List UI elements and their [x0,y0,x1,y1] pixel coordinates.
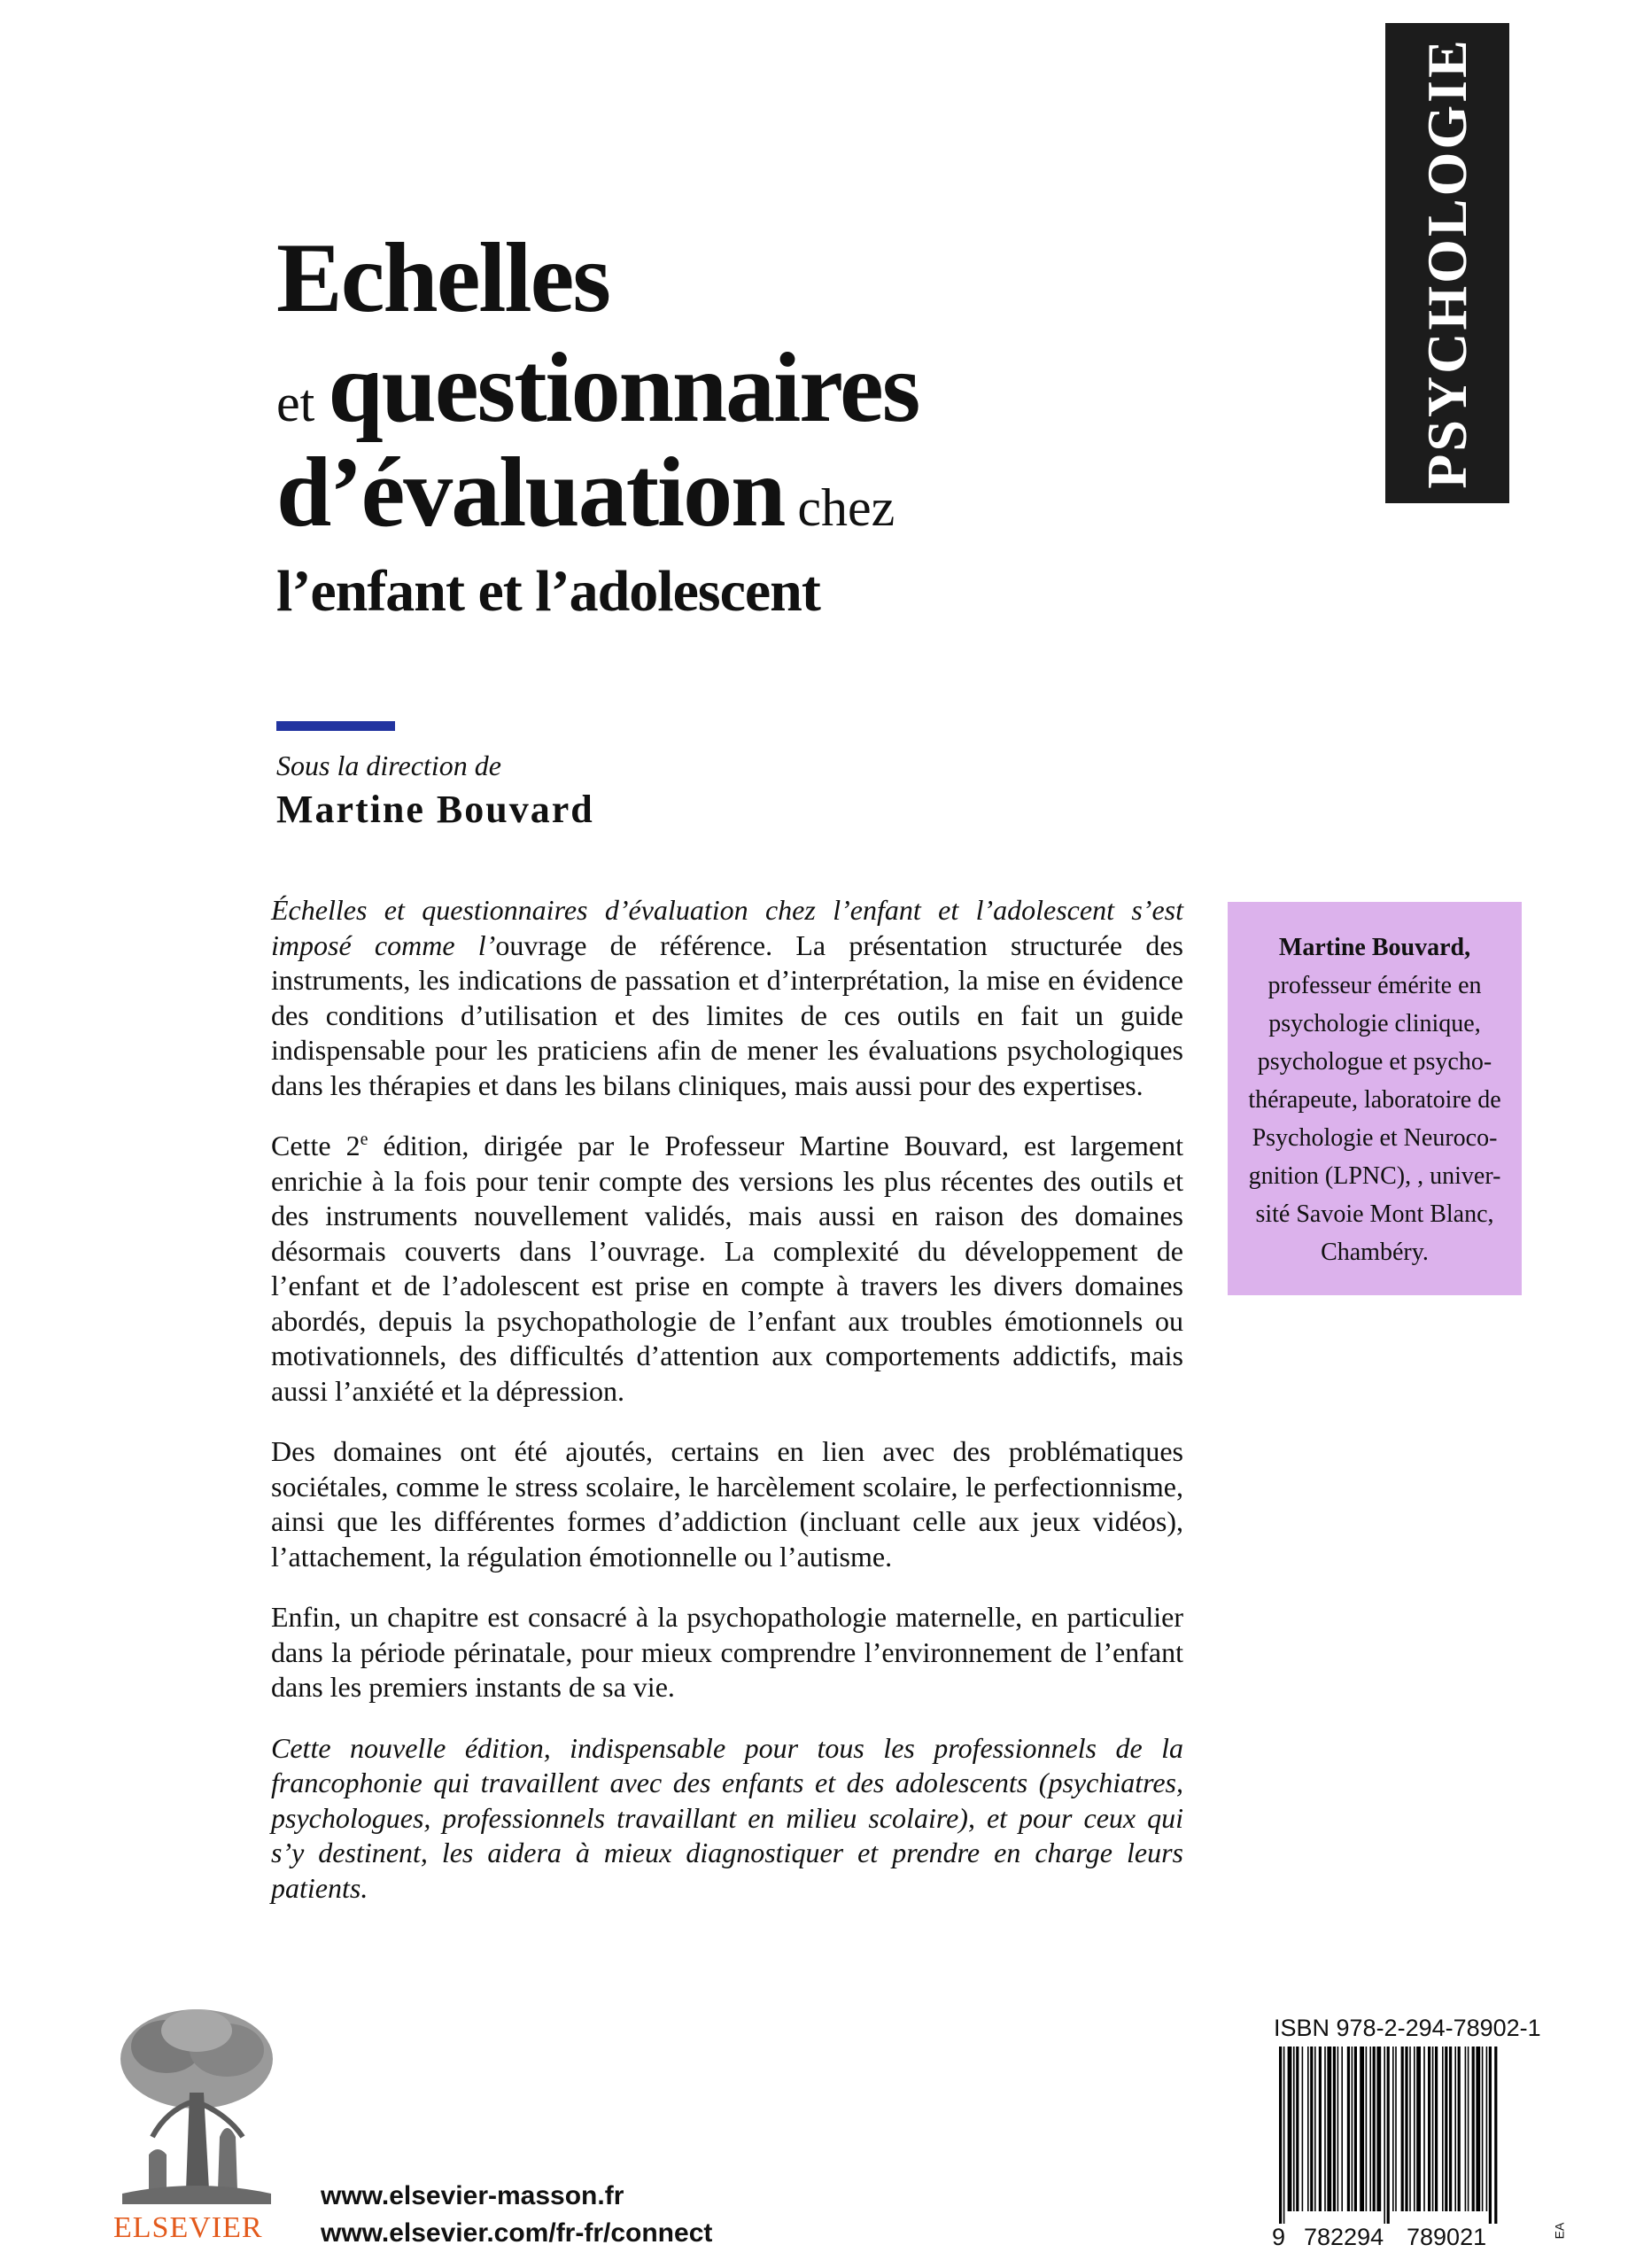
isbn-label: ISBN 978-2-294-78902-1 [1274,2015,1541,2041]
barcode-digit-group-left: 782294 [1304,2224,1384,2250]
author-bio-name: Martine Bouvard, [1278,934,1471,961]
author-bio-line: Chambéry. [1321,1239,1429,1266]
barcode-bar [1310,2047,1313,2211]
paragraph-5: Cette nouvelle édition, indispensable pour tous les professionnels de la francophonie qui travaillent avec des enfants et des adolescents (psychiatres, psychologues, professionnels travaillant en milieu scolaire), et pour ceux qui s’y destinent, les aidera à mieux diagnostiquer et prendre en charge leurs patients. [271,1731,1183,1904]
edition-mark-wrap [1548,2220,1570,2241]
barcode-bar [1324,2047,1326,2211]
barcode-bar [1341,2047,1343,2211]
author-bio-line: sité Savoie Mont Blanc, [1255,1200,1494,1228]
edition-mark: EA [1552,2222,1566,2240]
barcode-bar [1458,2047,1461,2211]
barcode-bar [1354,2047,1357,2211]
barcode-bar [1409,2047,1411,2211]
barcode-bar [1468,2047,1469,2211]
barcode-bar [1494,2047,1497,2224]
author-bio-line: psychologie clinique, [1268,1010,1481,1037]
barcode-bar [1449,2047,1452,2211]
barcode-bar [1482,2047,1484,2211]
barcode-bar [1428,2047,1430,2211]
barcode-bar [1347,2047,1350,2211]
direction-label: Sous la direction de [276,750,501,781]
author-bio-line: thérapeute, laboratoire de [1248,1086,1501,1114]
barcode-bar [1465,2047,1467,2211]
barcode-icon [1274,2047,1499,2224]
author-bio-line: psychologue et psycho- [1257,1048,1492,1076]
author-bio-line: professeur émérite en [1268,972,1482,999]
barcode-bar [1423,2047,1425,2211]
title-line-1: Echelles [276,223,609,333]
paragraph-1-rest: ouvrage de référence. La présentation structurée des instruments, les indications de passation et d’interprétation, la mise en évidence des conditions d’utilisation et des limites de ces outils en fait un guide indispensable pour les praticiens afin de mener les évaluations psychologiques dans les thérapies et dans les bilans cliniques, mais aussi pour des expertises. [271,928,1184,1101]
barcode-bar [1395,2047,1397,2211]
barcode-bar [1352,2047,1353,2211]
barcode-bar [1296,2047,1299,2211]
barcode-bar [1476,2047,1480,2211]
barcode-bar [1435,2047,1438,2211]
author-bio-line: Psychologie et Neuroco- [1252,1124,1498,1152]
director-name: Martine Bouvard [276,788,594,831]
paragraph-3: Des domaines ont été ajoutés, certains en lien avec des problématiques sociétales, comme le stress scolaire, le harcèlement scolaire, le perfectionnisme, ainsi que les différentes formes d’addiction (incluant celle aux jeux vidéos), l’attachement, la régulation émotionnelle ou l’autisme. [271,1435,1183,1573]
barcode-bar [1279,2047,1282,2224]
paragraph-2 [271,1129,1183,1409]
barcode-bar [1373,2047,1376,2211]
barcode-bar [1472,2047,1475,2211]
elsevier-tree-logo-icon [113,2004,280,2208]
barcode-bar [1376,2047,1381,2211]
accent-rule [276,721,395,731]
barcode-bar [1486,2047,1488,2211]
title-word-evaluation: d’évaluation [276,438,785,548]
barcode-bar [1293,2047,1295,2211]
barcode-bar [1414,2047,1415,2211]
barcode-bar [1360,2047,1364,2211]
paragraph-1 [271,893,1183,1103]
spine-label: PSYCHOLOGIE [1415,37,1478,489]
barcode-bar [1454,2047,1456,2211]
author-bio-box [1228,902,1522,1295]
barcode-bar [1283,2047,1285,2224]
footer-url-elsevier-connect[interactable]: www.elsevier.com/fr-fr/connect [321,2218,713,2248]
barcode-bar [1387,2047,1390,2224]
title-line-2 [276,333,919,443]
barcode-bar [1288,2047,1292,2211]
paragraph-1-italic: Échelles et questionnaires d’évaluation chez l’enfant et l’adolescent s’est imposé comme l’ [271,894,1183,961]
title-word-et: et [276,374,329,432]
paragraph-4: Enfin, un chapitre est consacré à la psychopathologie maternelle, en particulier dans la période périnatale, pour mieux comprendre l’environnement de l’enfant dans les premiers instants de sa vie. [271,1601,1183,1703]
barcode-digit-lead: 9 [1272,2224,1286,2250]
paragraph-2-start: Cette 2 [271,1130,360,1161]
elsevier-wordmark: ELSEVIER [113,2211,263,2244]
author-bio-line: gnition (LPNC), , univer- [1248,1162,1501,1190]
barcode-bar [1369,2047,1371,2211]
back-cover-text [271,893,1183,1931]
barcode-bar [1319,2047,1322,2211]
paragraph-2-rest: édition, dirigée par le Professeur Martine Bouvard, est largement enrichie à la fois pour tenir compte des versions les plus récentes des outils et des instruments nouvellement validés, mais aussi en raison des domaines désormais couverts dans l’ouvrage. La complexité du développement de l’enfant et de l’adolescent est prise en compte à travers les divers domaines abordés, depuis la psychopathologie de l’enfant aux troubles émotionnels ou motivationnels, des difficultés d’attention aux comportements addictifs, mais aussi l’anxiété et la dépression. [271,1130,1184,1407]
barcode-bar [1442,2047,1444,2211]
barcode-bar [1314,2047,1316,2211]
barcode-bar [1333,2047,1336,2211]
title-line-3 [276,438,895,548]
barcode-bar [1445,2047,1447,2211]
barcode-bar [1401,2047,1404,2211]
barcode-bar [1416,2047,1421,2211]
title-word-chez: chez [784,478,895,537]
spine-label-wrap [1385,23,1509,503]
title-line-4: l’enfant et l’adolescent [276,559,820,624]
barcode-bar [1432,2047,1434,2211]
barcode-bar [1327,2047,1331,2211]
barcode-bar [1366,2047,1368,2211]
barcode-digit-group-right: 789021 [1407,2224,1487,2250]
barcode-bar [1405,2047,1407,2211]
barcode-bar [1302,2047,1304,2211]
footer-url-elsevier-masson[interactable]: www.elsevier-masson.fr [321,2181,624,2210]
barcode-bar [1337,2047,1339,2211]
barcode-bar [1307,2047,1309,2211]
barcode-bar [1384,2047,1385,2224]
paragraph-2-sup: e [360,1130,368,1149]
barcode-bar [1392,2047,1394,2211]
title-word-questionnaires: questionnaires [328,333,919,443]
barcode-bar [1489,2047,1492,2224]
